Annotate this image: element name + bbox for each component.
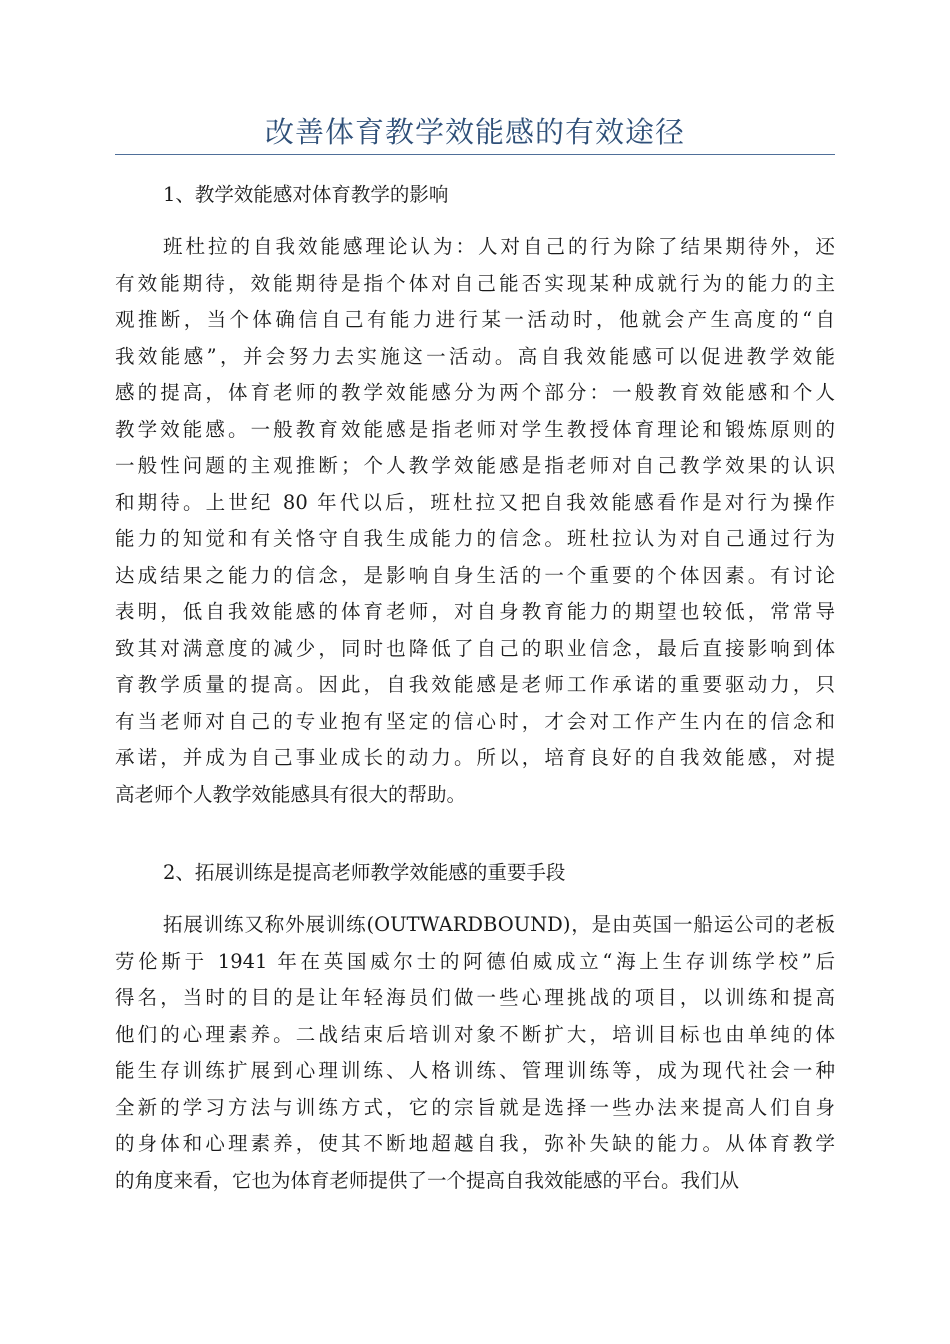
paragraph-line: 有效能期待，效能期待是指个体对自己能否实现某种成就行为的能力的主 [115, 271, 835, 295]
paragraph-line: 一般性问题的主观推断；个人教学效能感是指老师对自己教学效果的认识 [115, 454, 835, 477]
paragraph-line: 得名，当时的目的是让年轻海员们做一些心理挑战的项目，以训练和提高 [115, 986, 835, 1009]
paragraph-line: 表明，低自我效能感的体育老师，对自身教育能力的期望也较低，常常导 [115, 600, 835, 623]
paragraph-line: 有当老师对自己的专业抱有坚定的信心时，才会对工作产生内在的信念和 [115, 709, 835, 733]
paragraph-line: 的身体和心理素养，使其不断地超越自我，弥补失缺的能力。从体育教学 [115, 1132, 835, 1155]
paragraph-line: 和期待。上世纪 80 年代以后，班杜拉又把自我效能感看作是对行为操作 [115, 490, 835, 514]
section-2-heading: 2、拓展训练是提高老师教学效能感的重要手段 [163, 861, 566, 884]
title-underline [115, 154, 835, 155]
paragraph-line: 育教学质量的提高。因此，自我效能感是老师工作承诺的重要驱动力，只 [115, 673, 835, 696]
paragraph-line: 我效能感”，并会努力去实施这一活动。高自我效能感可以促进教学效能 [115, 344, 835, 368]
document-title: 改善体育教学效能感的有效途径 [264, 115, 685, 149]
paragraph-line: 教学效能感。一般教育效能感是指老师对学生教授体育理论和锻炼原则的 [115, 417, 835, 441]
paragraph-line: 班杜拉的自我效能感理论认为：人对自己的行为除了结果期待外，还 [163, 235, 835, 258]
paragraph-line: 观推断，当个体确信自己有能力进行某一活动时，他就会产生高度的“自 [115, 308, 835, 331]
paragraph-line: 致其对满意度的减少，同时也降低了自己的职业信念，最后直接影响到体 [115, 636, 835, 660]
paragraph-line: 能力的知觉和有关恪守自我生成能力的信念。班杜拉认为对自己通过行为 [115, 527, 835, 550]
paragraph-line: 高老师个人教学效能感具有很大的帮助。 [115, 782, 467, 806]
paragraph-line: 承诺，并成为自己事业成长的动力。所以，培育良好的自我效能感，对提 [115, 746, 835, 769]
section-1-heading: 1、教学效能感对体育教学的影响 [163, 183, 449, 206]
paragraph-line: 他们的心理素养。二战结束后培训对象不断扩大，培训目标也由单纯的体 [115, 1022, 835, 1046]
paragraph-line: 全新的学习方法与训练方式，它的宗旨就是选择一些办法来提高人们自身 [115, 1095, 835, 1119]
paragraph-line: 的角度来看，它也为体育老师提供了一个提高自我效能感的平台。我们从 [115, 1168, 740, 1192]
section-1-paragraph [115, 229, 835, 813]
paragraph-line: 拓展训练又称外展训练(OUTWARDBOUND)，是由英国一船运公司的老板 [163, 913, 835, 936]
paragraph-line: 劳伦斯于 1941 年在英国威尔士的阿德伯威成立“海上生存训练学校”后 [115, 949, 835, 973]
paragraph-line: 感的提高，体育老师的教学效能感分为两个部分：一般教育效能感和个人 [115, 381, 835, 404]
section-2-paragraph [115, 907, 835, 1199]
paragraph-line: 达成结果之能力的信念，是影响自身生活的一个重要的个体因素。有讨论 [115, 563, 835, 587]
paragraph-line: 能生存训练扩展到心理训练、人格训练、管理训练等，成为现代社会一种 [115, 1059, 835, 1082]
